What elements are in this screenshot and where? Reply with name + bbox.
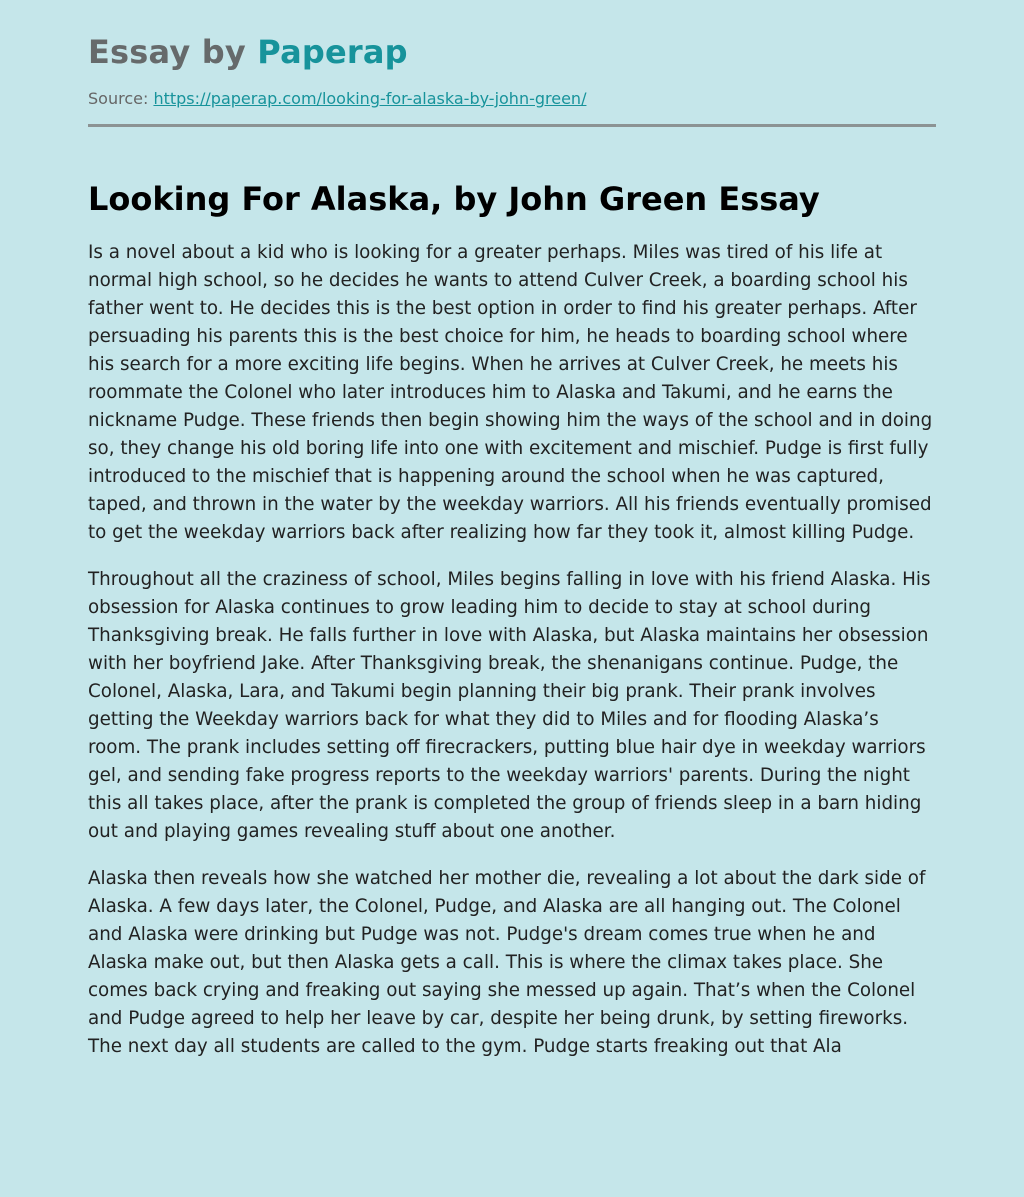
source-line [88,88,936,110]
source-link[interactable]: https://paperap.com/looking-for-alaska-by-john-green/ [153,89,587,108]
site-brand [88,30,936,74]
header-divider [88,124,936,127]
source-label: Source: [88,89,149,108]
essay-paragraph-3: Alaska then reveals how she watched her mother die, revealing a lot about the dark side of Alaska. A few days later, the Colonel, Pudge, and Alaska are all hanging out. The Colonel and Alaska were drinking but Pudge was not. Pudge's dream comes true when he and Alaska make out, but then Alaska gets a call. This is where the climax takes place. She comes back crying and freaking out saying she messed up again. That’s when the Colonel and Pudge agreed to help her leave by car, despite her being drunk, by setting fireworks. The next day all students are called to the gym. Pudge starts freaking out that Ala [88,868,926,1057]
essay-paragraph-1: Is a novel about a kid who is looking for a greater perhaps. Miles was tired of his life at normal high school, so he decides he wants to attend Culver Creek, a boarding school his father went to. He decides this is the best option in order to find his greater perhaps. After persuading his parents this is the best choice for him, he heads to boarding school where his search for a more exciting life begins. When he arrives at Culver Creek, he meets his roommate the Colonel who later introduces him to Alaska and Takumi, and he earns the nickname Pudge. These friends then begin showing him the ways of the school and in doing so, they change his old boring life into one with excitement and mischief. Pudge is first fully introduced to the mischief that is happening around the school when he was captured, taped, and thrown in the water by the weekday warriors. All his friends eventually promised to get the weekday warriors back after realizing how far they took it, almost killing Pudge. [88,242,933,543]
essay-title: Looking For Alaska, by John Green Essay [88,180,820,218]
brand-prefix: Essay by [88,33,258,71]
brand-name: Paperap [257,33,408,71]
essay-body [88,239,936,1061]
essay-paragraph-2: Throughout all the craziness of school, Miles begins falling in love with his friend Alaska. His obsession for Alaska continues to grow leading him to decide to stay at school during Thanksgiving break. He falls further in love with Alaska, but Alaska maintains her obsession with her boyfriend Jake. After Thanksgiving break, the shenanigans continue. Pudge, the Colonel, Alaska, Lara, and Takumi begin planning their big prank. Their prank involves getting the Weekday warriors back for what they did to Miles and for flooding Alaska’s room. The prank includes setting off firecrackers, putting blue hair dye in weekday warriors gel, and sending fake progress reports to the weekday warriors' parents. During the night this all takes place, after the prank is completed the group of friends sleep in a barn hiding out and playing games revealing stuff about one another. [88,569,931,842]
